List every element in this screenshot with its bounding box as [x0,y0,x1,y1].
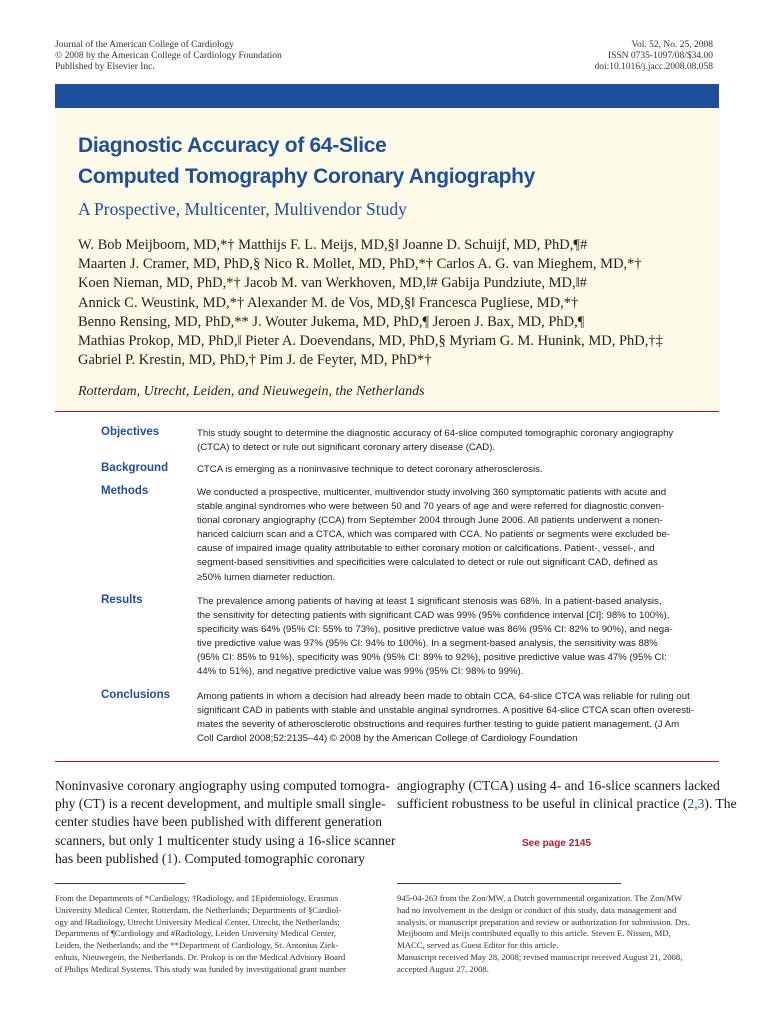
footnote-line: Leiden, the Netherlands; and the **Department of Cardiology, St. Antonius Ziek- [55,940,339,951]
section-text [197,463,717,477]
title-line-1: Diagnostic Accuracy of 64-Slice [78,134,387,157]
text-line: The prevalence among patients of having at least 1 significant stenosis was 68%. In a patient-based analysis, [197,596,662,607]
author-line: Annick C. Weustink, MD,*† Alexander M. de Vos, MD,§‖ Francesca Pugliese, MD,*† [78,294,579,311]
body-line: scanners, but only 1 multicenter study using a 16-slice scanner [55,832,396,848]
journal-name: Journal of the American College of Cardiology [55,40,234,50]
author-location: Rotterdam, Utrecht, Leiden, and Nieuwegein, the Netherlands [78,384,425,399]
author-line: Koen Nieman, MD, PhD,*† Jacob M. van Werkhoven, MD,‖# Gabija Pundziute, MD,‖# [78,275,587,292]
body-line: phy (CT) is a recent development, and multiple small single- [55,796,386,812]
body-text: ). Computed tomographic coronary [173,850,365,866]
issue-info [595,40,713,73]
footnote-line: analysis, or manuscript preparation and review or authorization for submission. Drs. [397,916,690,927]
body-line [397,795,737,813]
body-text: ). The [704,796,737,812]
body-line: Noninvasive coronary angiography using computed tomogra- [55,778,390,793]
section-heading: Conclusions [101,689,171,701]
body-line: center studies have been published with different generation [55,814,383,830]
body-right-column [397,777,737,813]
text-line: stable anginal syndromes who were between 50 and 70 years of age and were referred for diagnostic conven- [197,501,665,513]
author-line: Mathias Prokop, MD, PhD,‖ Pieter A. Doevendans, MD, PhD,§ Myriam G. M. Hunink, MD, PhD,†‡ [78,333,663,350]
text-line: the sensitivity for detecting patients with significant CAD was 99% (95% confidence interval [CI]: 98% to 100%), [197,610,670,622]
text-line: Among patients in whom a decision had already been made to obtain CCA, 64-slice CTCA was reliable for ruling out [197,691,690,702]
title-line-2: Computed Tomography Coronary Angiography [78,165,536,188]
author-line: Benno Rensing, MD, PhD,** J. Wouter Jukema, MD, PhD,¶ Jeroen J. Bax, MD, PhD,¶ [78,313,585,330]
section-text [197,427,717,455]
text-line: 44% to 51%), and negative predictive value was 99% (95% CI: 98% to 99%). [197,666,524,678]
text-line: CTCA is emerging as a noninvasive technique to detect coronary atherosclerosis. [197,464,543,475]
footnote-line: Manuscript received May 28, 2008; revised manuscript received August 21, 2008, [397,951,683,962]
section-text [197,595,717,680]
abstract-top-rule [55,411,719,412]
text-line: segment-based sensitivities and specificities were calculated to detect or rule out significant CAD, defined as [197,557,658,569]
footnote-line: Departments of ¶Cardiology and #Radiology, Leiden University Medical Center, [55,928,336,939]
author-line: W. Bob Meijboom, MD,*† Matthijs F. L. Meijs, MD,§‖ Joanne D. Schuijf, MD, PhD,¶# [78,237,588,253]
footnote-line: of Philips Medical Systems. This study was funded by investigational grant number [55,963,346,974]
text-line: tive predictive value was 97% (95% CI: 94% to 100%). In a segment-based analysis, the sensitivity was 88% [197,638,658,650]
section-heading: Background [101,462,169,474]
body-text: sufficient robustness to be useful in clinical practice ( [397,796,688,812]
footnote-line: From the Departments of *Cardiology, †Radiology, and ‡Epidemiology, Erasmus [55,893,339,903]
text-line: hanced calcium scan and a CTCA, which was compared with CCA. No patients or segments were excluded be- [197,529,670,541]
abstract-bottom-rule [55,761,719,762]
footnote-right [397,893,690,976]
doi-line: doi:10.1016/j.jacc.2008.08.058 [594,62,713,72]
author-list [78,236,663,370]
header-band [55,84,719,108]
text-line: This study sought to determine the diagnostic accuracy of 64-slice computed tomographic coronary angiography [197,428,674,439]
body-left-column [55,777,396,868]
article-subtitle: A Prospective, Multicenter, Multivendor Study [78,199,407,219]
footnote-line: University Medical Center, Rotterdam, the Netherlands; Departments of §Cardiol- [55,904,342,915]
text-line: (95% CI: 85% to 91%), specificity was 90% (95% CI: 89% to 92%), positive predictive value was 47% (95% CI: [197,652,667,664]
volume-line: Vol. 52, No. 25, 2008 [631,40,713,50]
reference-link[interactable]: 2,3 [687,796,705,812]
footnote-rule-right [397,883,621,884]
text-line: We conducted a prospective, multicenter, multivendor study involving 360 symptomatic patients with acute and [197,487,667,498]
article-title [78,130,535,192]
section-text [197,690,717,746]
footnote-line: accepted August 27, 2008. [397,963,489,974]
section-heading: Results [101,594,143,606]
body-line [55,850,396,868]
footnote-line: ogy and ‖Radiology, Utrecht University Medical Center, Utrecht, the Netherlands; [55,916,340,927]
author-line: Maarten J. Cramer, MD, PhD,§ Nico R. Mollet, MD, PhD,*† Carlos A. G. van Mieghem, MD,*† [78,256,642,273]
footnote-rule-left [55,883,185,884]
text-line: (CTCA) to detect or rule out significant coronary artery disease (CAD). [197,442,496,454]
issn-line: ISSN 0735-1097/08/$34.00 [607,51,713,61]
section-heading: Objectives [101,426,160,438]
text-line: mates the severity of atherosclerotic obstructions and requires further testing to guide patient management. (J Am [197,719,680,731]
section-text [197,486,717,585]
text-line: Coll Cardiol 2008;52:2135–44) © 2008 by the American College of Cardiology Foundation [197,733,578,745]
footnote-line: had no involvement in the design or conduct of this study, data management and [397,904,677,915]
body-line: angiography (CTCA) using 4- and 16-slice scanners lacked [397,778,720,793]
footnote-left [55,893,346,976]
reference-link[interactable]: 1 [166,850,174,866]
see-page-link[interactable]: See page 2145 [522,838,591,849]
footnote-line: enhuis, Nieuwegein, the Netherlands. Dr. Prokop is on the Medical Advisory Board [55,951,346,962]
text-line: ≥50% lumen diameter reduction. [197,571,336,583]
publisher-line: Published by Elsevier Inc. [55,62,155,72]
text-line: tional coronary angiography (CCA) from September 2004 through June 2006. All patients underwent a nonen- [197,515,663,527]
body-text: has been published ( [55,850,167,866]
footnote-line: 945-04-263 from the Zon/MW, a Dutch governmental organization. The Zon/MW [397,893,683,903]
copyright-line: © 2008 by the American College of Cardiology Foundation [55,51,282,61]
text-line: specificity was 64% (95% CI: 55% to 73%), positive predictive value was 86% (95% CI: 82% to 90%), and nega- [197,624,673,636]
journal-header [55,40,282,73]
footnote-line: MACC, served as Guest Editor for this article. [397,940,559,951]
text-line: significant CAD in patients with stable and unstable anginal syndromes. A positive 64-slice CTCA scan often overesti- [197,705,695,717]
author-line: Gabriel P. Krestin, MD, PhD,† Pim J. de Feyter, MD, PhD*† [78,352,432,369]
section-heading: Methods [101,485,149,497]
footnote-line: Meijboom and Meijs contributed equally to this article. Steven E. Nissen, MD, [397,928,671,939]
text-line: cause of impaired image quality attributable to either coronary motion or calcifications. Patient-, vessel-, and [197,543,655,555]
